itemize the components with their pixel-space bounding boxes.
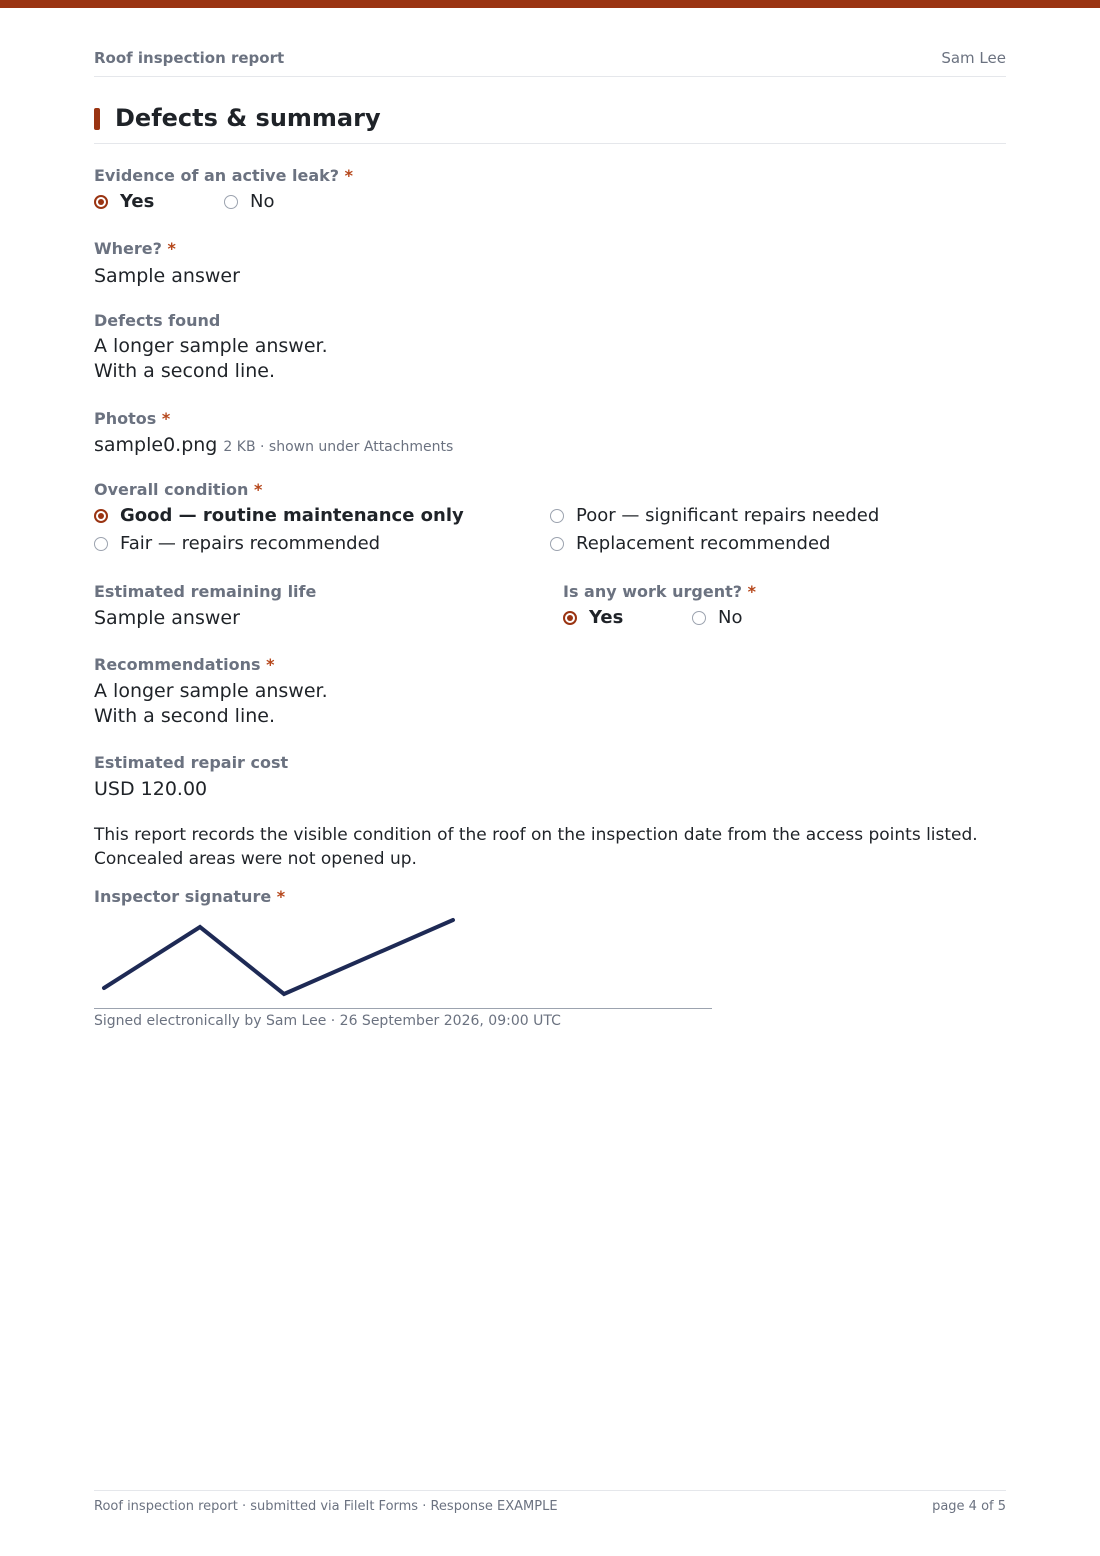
radio-empty-icon	[550, 537, 564, 551]
radio-empty-icon	[94, 537, 108, 551]
option-label: Yes	[589, 607, 624, 628]
signature-label-text: Inspector signature	[94, 887, 272, 906]
page-footer	[94, 1490, 1006, 1514]
overall-condition-label-text: Overall condition	[94, 480, 249, 499]
urgent-option-yes[interactable]	[563, 607, 623, 628]
required-marker: *	[254, 480, 263, 499]
repair-cost-label: Estimated repair cost	[94, 753, 289, 772]
defects-answer-line: With a second line.	[94, 360, 275, 382]
radio-selected-icon	[94, 195, 108, 209]
respondent-name: Sam Lee	[941, 49, 1006, 67]
required-marker: *	[747, 582, 756, 601]
radio-empty-icon	[692, 611, 706, 625]
attachment-meta: 2 KB · shown under Attachments	[223, 439, 454, 455]
defects-answer-line: A longer sample answer.	[94, 335, 328, 357]
option-label: Yes	[120, 191, 155, 212]
footer-info: Roof inspection report · submitted via FileIt Forms · Response EXAMPLE	[94, 1499, 558, 1514]
recommendations-answer-line: A longer sample answer.	[94, 680, 328, 702]
recommendations-answer-line: With a second line.	[94, 705, 275, 727]
option-label: Replacement recommended	[576, 533, 831, 554]
photos-label-text: Photos	[94, 409, 157, 428]
signature-label	[94, 887, 285, 906]
where-answer: Sample answer	[94, 265, 240, 287]
report-title: Roof inspection report	[94, 49, 285, 67]
urgent-work-label-text: Is any work urgent?	[563, 582, 743, 601]
where-label	[94, 239, 176, 258]
signature-box	[94, 912, 712, 1009]
required-marker: *	[161, 409, 171, 428]
defects-label: Defects found	[94, 311, 221, 330]
section-accent-bar	[94, 108, 100, 130]
condition-option-poor[interactable]	[550, 505, 879, 526]
repair-cost-answer: USD 120.00	[94, 778, 208, 800]
signature-image	[94, 912, 712, 1008]
radio-empty-icon	[224, 195, 238, 209]
condition-option-replacement[interactable]	[550, 533, 830, 554]
active-leak-label-text: Evidence of an active leak?	[94, 166, 340, 185]
required-marker: *	[266, 655, 275, 674]
overall-condition-label	[94, 480, 262, 499]
recommendations-label	[94, 655, 274, 674]
required-marker: *	[167, 239, 176, 258]
condition-option-good[interactable]	[94, 505, 464, 526]
active-leak-option-no[interactable]	[224, 191, 274, 212]
urgent-option-no[interactable]	[692, 607, 742, 628]
radio-selected-icon	[94, 509, 108, 523]
required-marker: *	[276, 887, 286, 906]
urgent-work-label	[563, 582, 756, 601]
recommendations-label-text: Recommendations	[94, 655, 261, 674]
form-page	[94, 0, 1006, 1556]
section-header	[94, 100, 1006, 144]
required-marker: *	[344, 166, 353, 185]
photos-answer	[94, 434, 453, 456]
condition-option-fair[interactable]	[94, 533, 380, 554]
page-header	[94, 48, 1006, 77]
option-label: Poor — significant repairs needed	[576, 505, 880, 526]
signature-stroke	[104, 920, 453, 994]
option-label: Fair — repairs recommended	[120, 533, 381, 554]
signature-caption: Signed electronically by Sam Lee · 26 September 2026, 09:00 UTC	[94, 1013, 561, 1029]
photos-label	[94, 409, 170, 428]
disclaimer-note: This report records the visible condition of the roof on the inspection date from the access points listed. Concealed areas were not opened up.	[94, 825, 978, 869]
option-label: No	[250, 191, 275, 212]
radio-empty-icon	[550, 509, 564, 523]
option-label: Good — routine maintenance only	[120, 505, 464, 526]
active-leak-label	[94, 166, 353, 185]
page-number: page 4 of 5	[932, 1499, 1006, 1514]
active-leak-option-yes[interactable]	[94, 191, 154, 212]
option-label: No	[718, 607, 743, 628]
remaining-life-answer: Sample answer	[94, 607, 240, 629]
attachment-file-name[interactable]: sample0.png	[94, 434, 218, 456]
defects-answer	[94, 334, 328, 384]
where-label-text: Where?	[94, 239, 162, 258]
remaining-life-label: Estimated remaining life	[94, 582, 317, 601]
radio-selected-icon	[563, 611, 577, 625]
recommendations-answer	[94, 679, 328, 729]
section-title: Defects & summary	[115, 104, 381, 132]
